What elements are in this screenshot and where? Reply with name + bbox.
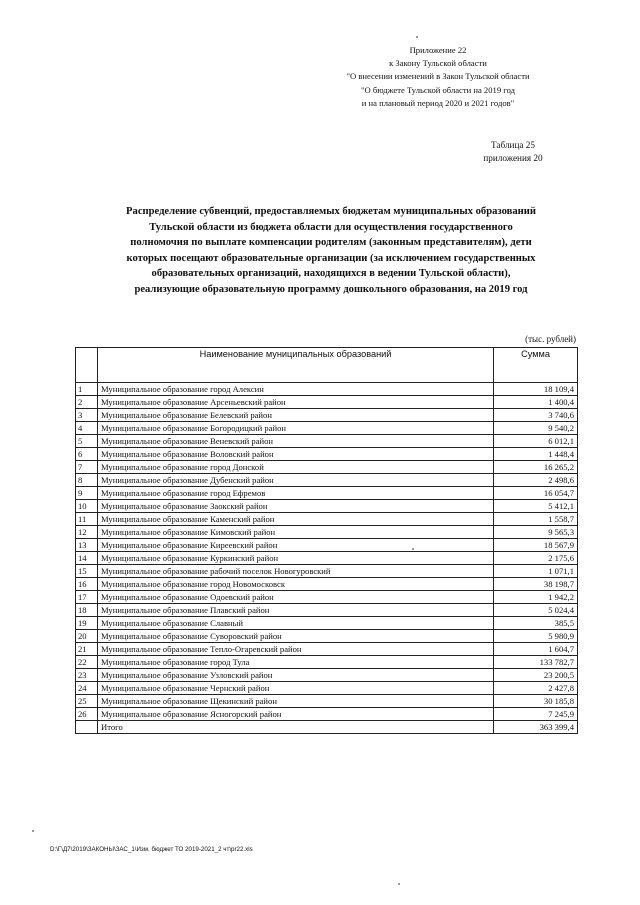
table-body: [76, 383, 578, 734]
table-row: [76, 435, 578, 448]
cell-sum: 18 567,9: [494, 539, 578, 552]
cell-number: 18: [76, 604, 98, 617]
cell-sum: 6 012,1: [494, 435, 578, 448]
cell-number: 11: [76, 513, 98, 526]
cell-name: Муниципальное образование Арсеньевский район: [98, 396, 494, 409]
cell-sum: 1 558,7: [494, 513, 578, 526]
cell-name: Муниципальное образование город Ефремов: [98, 487, 494, 500]
cell-number: 24: [76, 682, 98, 695]
title-line: реализующие образовательную программу дошкольного образования, на 2019 год: [134, 283, 528, 295]
cell-name: Муниципальное образование Киреевский район: [98, 539, 494, 552]
header-name: Наименование муниципальных образований: [98, 348, 494, 383]
table-row: [76, 539, 578, 552]
table-label-line: приложения 20: [483, 153, 543, 163]
cell-sum: 1 942,2: [494, 591, 578, 604]
file-path-footer: D:\Г\Д7\2019\ЗАКОНЫ\ЗАС_1\Изм. бюджет ТО 2019-2021_2 чт\pr22.xls: [50, 846, 253, 853]
scan-speck: [398, 883, 400, 885]
cell-sum: 1 071,1: [494, 565, 578, 578]
cell-name: Муниципальное образование город Тула: [98, 656, 494, 669]
cell-number: 25: [76, 695, 98, 708]
table-row: [76, 474, 578, 487]
cell-number: 17: [76, 591, 98, 604]
table-row: [76, 448, 578, 461]
cell-sum: 23 200,5: [494, 669, 578, 682]
cell-name: Муниципальное образование Белевский район: [98, 409, 494, 422]
cell-number: 10: [76, 500, 98, 513]
cell-number: 22: [76, 656, 98, 669]
cell-name: Итого: [98, 721, 494, 734]
table-row: [76, 617, 578, 630]
cell-name: Муниципальное образование Узловский район: [98, 669, 494, 682]
table-row: [76, 526, 578, 539]
cell-sum: 7 245,9: [494, 708, 578, 721]
cell-name: Муниципальное образование Щекинский район: [98, 695, 494, 708]
table-row: [76, 396, 578, 409]
cell-number: 13: [76, 539, 98, 552]
scan-speck: [416, 36, 418, 38]
table-row: [76, 643, 578, 656]
table-row: [76, 630, 578, 643]
cell-sum: 2 498,6: [494, 474, 578, 487]
title-line: Распределение субвенций, предоставляемых бюджетам муниципальных образований: [126, 206, 536, 217]
cell-name: Муниципальное образование город Новомосковск: [98, 578, 494, 591]
appendix-line: и на плановый период 2020 и 2021 годов": [361, 97, 515, 108]
cell-sum: 18 109,4: [494, 383, 578, 396]
cell-sum: 9 540,2: [494, 422, 578, 435]
cell-number: 26: [76, 708, 98, 721]
header-sum: Сумма: [494, 348, 578, 383]
table-label-line: Таблица 25: [491, 140, 535, 150]
cell-number: 23: [76, 669, 98, 682]
cell-sum: 1 604,7: [494, 643, 578, 656]
table-row: [76, 552, 578, 565]
cell-sum: 5 024,4: [494, 604, 578, 617]
cell-number: 4: [76, 422, 98, 435]
cell-name: Муниципальное образование Ясногорский район: [98, 708, 494, 721]
appendix-line: "О бюджете Тульской области на 2019 год: [361, 84, 515, 95]
cell-name: Муниципальное образование Славный: [98, 617, 494, 630]
cell-sum: 38 198,7: [494, 578, 578, 591]
cell-name: Муниципальное образование Веневский район: [98, 435, 494, 448]
cell-sum: 385,5: [494, 617, 578, 630]
cell-name: Муниципальное образование Каменский район: [98, 513, 494, 526]
scan-speck: [412, 548, 414, 550]
cell-sum: 363 399,4: [494, 721, 578, 734]
table-row: [76, 682, 578, 695]
table-row: [76, 409, 578, 422]
cell-number: 20: [76, 630, 98, 643]
header-number: [76, 348, 98, 383]
cell-number: 5: [76, 435, 98, 448]
cell-name: Муниципальное образование Куркинский район: [98, 552, 494, 565]
cell-sum: 1 448,4: [494, 448, 578, 461]
cell-number: 8: [76, 474, 98, 487]
table-row: [76, 604, 578, 617]
cell-name: Муниципальное образование рабочий поселок Новогуровский: [98, 565, 494, 578]
table-row: [76, 695, 578, 708]
cell-sum: 3 740,6: [494, 409, 578, 422]
table-row: [76, 578, 578, 591]
appendix-line: Приложение 22: [409, 45, 467, 55]
table-row: [76, 422, 578, 435]
cell-number: 16: [76, 578, 98, 591]
title-line: полномочия по выплате компенсации родителям (законным представителям), дети: [130, 237, 532, 249]
subsidy-table: [75, 347, 578, 734]
table-row: [76, 383, 578, 396]
cell-name: Муниципальное образование Кимовский район: [98, 526, 494, 539]
cell-name: Муниципальное образование город Донской: [98, 461, 494, 474]
cell-sum: 1 400,4: [494, 396, 578, 409]
table-row: [76, 461, 578, 474]
table-header-row: [76, 348, 578, 383]
table-row: [76, 565, 578, 578]
cell-sum: 30 185,8: [494, 695, 578, 708]
cell-number: 6: [76, 448, 98, 461]
cell-sum: 2 427,8: [494, 682, 578, 695]
cell-number: 7: [76, 461, 98, 474]
cell-number: 15: [76, 565, 98, 578]
table-row: [76, 591, 578, 604]
table-row: [76, 669, 578, 682]
cell-sum: 16 054,7: [494, 487, 578, 500]
cell-number: 1: [76, 383, 98, 396]
cell-name: Муниципальное образование Заокский район: [98, 500, 494, 513]
cell-name: Муниципальное образование Суворовский район: [98, 630, 494, 643]
title-line: которых посещают образовательные организации (за исключением государственных: [126, 252, 536, 264]
scan-speck: [32, 830, 34, 832]
cell-name: Муниципальное образование город Алексин: [98, 383, 494, 396]
title-line: Тульской области из бюджета области для осуществления государственного: [149, 221, 513, 233]
appendix-line: "О внесении изменений в Закон Тульской области: [346, 71, 530, 82]
cell-sum: 16 265,2: [494, 461, 578, 474]
title-line: образовательных организаций, находящихся в ведении Тульской области),: [151, 268, 511, 280]
cell-number: 3: [76, 409, 98, 422]
cell-sum: 9 565,3: [494, 526, 578, 539]
table-row: [76, 656, 578, 669]
table-row: [76, 708, 578, 721]
cell-name: Муниципальное образование Одоевский район: [98, 591, 494, 604]
cell-number: 2: [76, 396, 98, 409]
cell-sum: 5 412,1: [494, 500, 578, 513]
cell-sum: 2 175,6: [494, 552, 578, 565]
appendix-line: к Закону Тульской области: [389, 58, 487, 69]
cell-sum: 5 980,9: [494, 630, 578, 643]
total-row: [76, 721, 578, 734]
table-label: [460, 139, 566, 165]
cell-number: 12: [76, 526, 98, 539]
cell-name: Муниципальное образование Богородицкий район: [98, 422, 494, 435]
cell-number: [76, 721, 98, 734]
document-title: [66, 204, 596, 298]
cell-name: Муниципальное образование Тепло-Огаревский район: [98, 643, 494, 656]
cell-sum: 133 782,7: [494, 656, 578, 669]
table-row: [76, 513, 578, 526]
cell-number: 19: [76, 617, 98, 630]
cell-number: 9: [76, 487, 98, 500]
cell-name: Муниципальное образование Чернский район: [98, 682, 494, 695]
cell-name: Муниципальное образование Плавский район: [98, 604, 494, 617]
cell-name: Муниципальное образование Воловский район: [98, 448, 494, 461]
cell-number: 21: [76, 643, 98, 656]
cell-name: Муниципальное образование Дубенский район: [98, 474, 494, 487]
cell-number: 14: [76, 552, 98, 565]
table-row: [76, 487, 578, 500]
table-row: [76, 500, 578, 513]
units-label: (тыс. рублей): [525, 334, 576, 344]
appendix-header: [300, 44, 576, 110]
